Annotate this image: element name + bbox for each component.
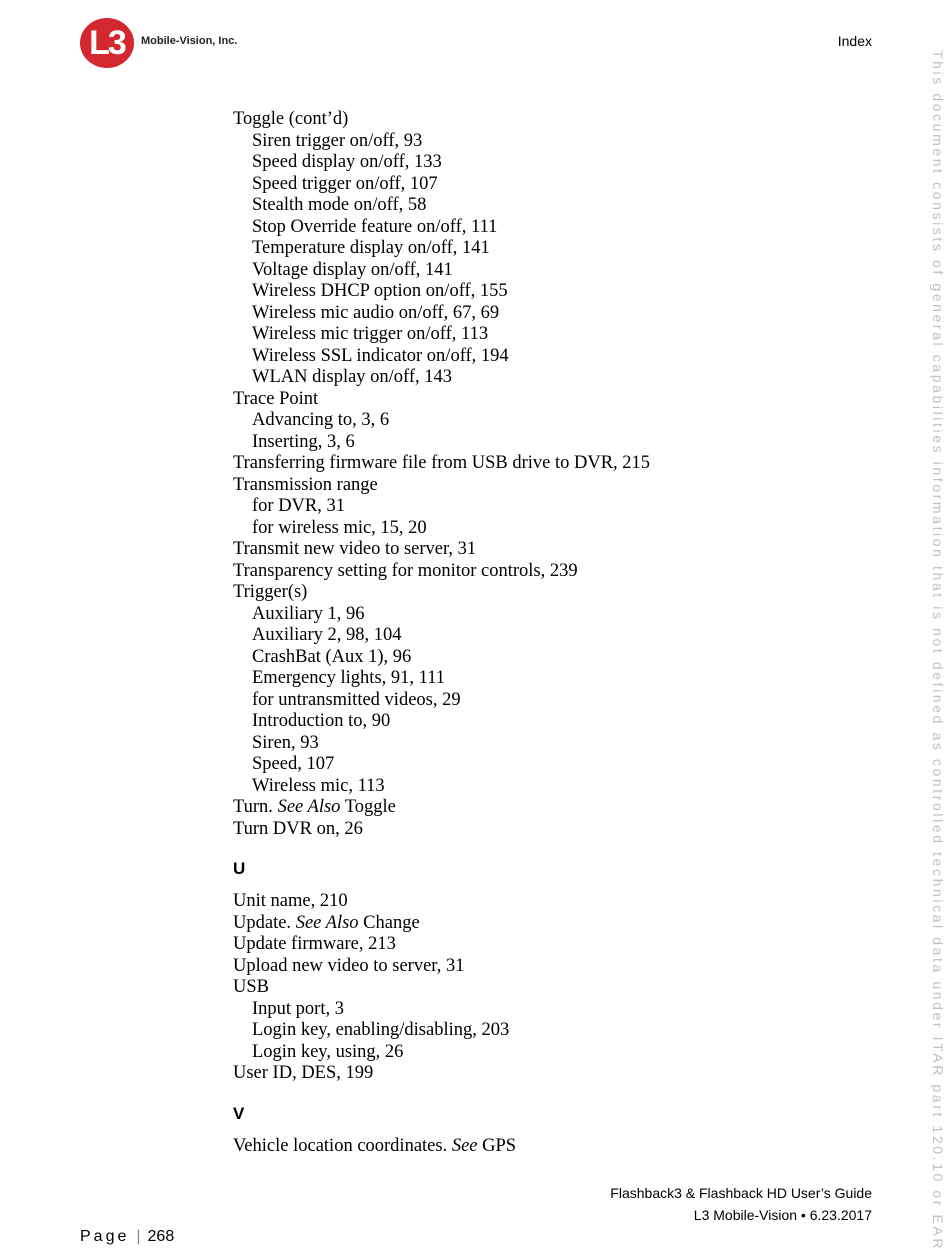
- index-subentry: [233, 1020, 873, 1042]
- index-entry: [233, 109, 873, 131]
- entry-text: Siren trigger on/off, 93: [252, 130, 423, 151]
- entry-text: V: [233, 1103, 245, 1123]
- index-subentry: [233, 195, 873, 217]
- index-subentry: [233, 260, 873, 282]
- index-subentry: [233, 668, 873, 690]
- entry-text: USB: [233, 977, 269, 997]
- entry-text: Speed trigger on/off, 107: [252, 173, 438, 194]
- index-list: [233, 109, 873, 1157]
- entry-text: Wireless mic audio on/off, 67, 69: [252, 302, 500, 323]
- index-entry: [233, 1063, 873, 1085]
- company-date: L3 Mobile-Vision • 6.23.2017: [693, 1207, 872, 1223]
- index-subentry: [233, 432, 873, 454]
- page-number: 268: [147, 1228, 175, 1245]
- index-subentry: [233, 152, 873, 174]
- entry-text: Voltage display on/off, 141: [252, 259, 453, 280]
- index-entry: [233, 819, 873, 841]
- entry-text: Change: [358, 912, 420, 933]
- logo-mark: L3: [80, 18, 134, 68]
- logo-text: Mobile-Vision, Inc.: [141, 35, 238, 47]
- index-entry: [233, 475, 873, 497]
- entry-text: Update firmware, 213: [233, 934, 396, 954]
- entry-text: Speed, 107: [252, 754, 335, 774]
- index-entry: [233, 1136, 873, 1158]
- index-subentry: [233, 281, 873, 303]
- index-subentry: [233, 131, 873, 153]
- page-word: Page: [80, 1228, 130, 1245]
- entry-text: Transmission range: [233, 474, 378, 495]
- guide-title: Flashback3 & Flashback HD User’s Guide: [610, 1185, 872, 1201]
- entry-text: Auxiliary 1, 96: [252, 603, 365, 624]
- entry-text: for wireless mic, 15, 20: [252, 517, 427, 538]
- entry-text: Wireless mic, 113: [252, 775, 385, 796]
- entry-text: Temperature display on/off, 141: [252, 238, 490, 258]
- entry-text: Trace Point: [233, 388, 319, 409]
- index-subentry: [233, 647, 873, 669]
- index-entry: [233, 453, 873, 475]
- entry-text: for DVR, 31: [252, 496, 346, 516]
- index-letter-heading: [233, 1104, 873, 1124]
- entry-text: for untransmitted videos, 29: [252, 689, 461, 710]
- entry-text: Upload new video to server, 31: [233, 955, 465, 976]
- page-footer-number: [80, 1228, 174, 1246]
- entry-text: Toggle (cont’d): [233, 109, 349, 129]
- index-subentry: [233, 776, 873, 798]
- index-entry: [233, 934, 873, 956]
- index-entry: [233, 956, 873, 978]
- cross-reference: See Also: [295, 912, 359, 933]
- entry-text: Transmit new video to server, 31: [233, 539, 477, 559]
- entry-text: Transferring firmware file from USB drive to DVR, 215: [233, 453, 651, 473]
- entry-text: Transparency setting for monitor controls, 239: [233, 560, 578, 581]
- index-entry: [233, 797, 873, 819]
- index-subentry: [233, 367, 873, 389]
- entry-text: Stealth mode on/off, 58: [252, 195, 427, 215]
- index-subentry: [233, 346, 873, 368]
- index-subentry: [233, 733, 873, 755]
- entry-text: Trigger(s): [233, 582, 308, 602]
- index-subentry: [233, 324, 873, 346]
- entry-text: Vehicle location coordinates.: [233, 1135, 452, 1156]
- section-header: Index: [837, 33, 872, 49]
- entry-text: Siren, 93: [252, 732, 319, 753]
- entry-text: Wireless DHCP option on/off, 155: [252, 281, 508, 301]
- entry-text: Wireless mic trigger on/off, 113: [252, 324, 489, 344]
- page-footer-info: [610, 1182, 872, 1226]
- index-subentry: [233, 174, 873, 196]
- entry-text: Toggle: [340, 797, 396, 817]
- index-subentry: [233, 690, 873, 712]
- entry-text: Login key, enabling/disabling, 203: [252, 1020, 510, 1040]
- entry-text: Turn DVR on, 26: [233, 818, 363, 839]
- index-entry: [233, 561, 873, 583]
- footer-separator: |: [136, 1228, 141, 1245]
- entry-text: Advancing to, 3, 6: [252, 410, 390, 430]
- index-subentry: [233, 604, 873, 626]
- entry-text: Update.: [233, 912, 296, 933]
- entry-text: Stop Override feature on/off, 111: [252, 216, 498, 237]
- index-subentry: [233, 238, 873, 260]
- entry-text: WLAN display on/off, 143: [252, 367, 453, 387]
- index-subentry: [233, 518, 873, 540]
- entry-text: GPS: [477, 1135, 517, 1156]
- itar-watermark: This document consists of general capabilities information that is not defined as controlled technical data under ITAR part 120.10 or EAR: [930, 50, 946, 1252]
- index-subentry: [233, 217, 873, 239]
- index-entry: [233, 389, 873, 411]
- entry-text: Turn.: [233, 797, 278, 817]
- index-subentry: [233, 303, 873, 325]
- index-entry: [233, 582, 873, 604]
- index-subentry: [233, 754, 873, 776]
- cross-reference: See Also: [277, 797, 341, 817]
- index-subentry: [233, 1042, 873, 1064]
- entry-text: Login key, using, 26: [252, 1041, 404, 1062]
- index-entry: [233, 539, 873, 561]
- entry-text: User ID, DES, 199: [233, 1063, 374, 1083]
- entry-text: Auxiliary 2, 98, 104: [252, 625, 402, 645]
- index-entry: [233, 913, 873, 935]
- index-entry: [233, 891, 873, 913]
- entry-text: Input port, 3: [252, 998, 344, 1019]
- entry-text: Emergency lights, 91, 111: [252, 668, 446, 688]
- entry-text: Introduction to, 90: [252, 711, 391, 731]
- index-entry: [233, 977, 873, 999]
- cross-reference: See: [451, 1135, 478, 1156]
- index-subentry: [233, 410, 873, 432]
- index-subentry: [233, 625, 873, 647]
- entry-text: Unit name, 210: [233, 891, 348, 911]
- entry-text: Inserting, 3, 6: [252, 431, 355, 452]
- entry-text: Wireless SSL indicator on/off, 194: [252, 345, 509, 366]
- entry-text: CrashBat (Aux 1), 96: [252, 646, 412, 667]
- index-subentry: [233, 711, 873, 733]
- company-logo: [80, 18, 260, 68]
- entry-text: U: [233, 859, 246, 878]
- index-subentry: [233, 999, 873, 1021]
- entry-text: Speed display on/off, 133: [252, 152, 442, 172]
- index-letter-heading: [233, 859, 873, 879]
- index-subentry: [233, 496, 873, 518]
